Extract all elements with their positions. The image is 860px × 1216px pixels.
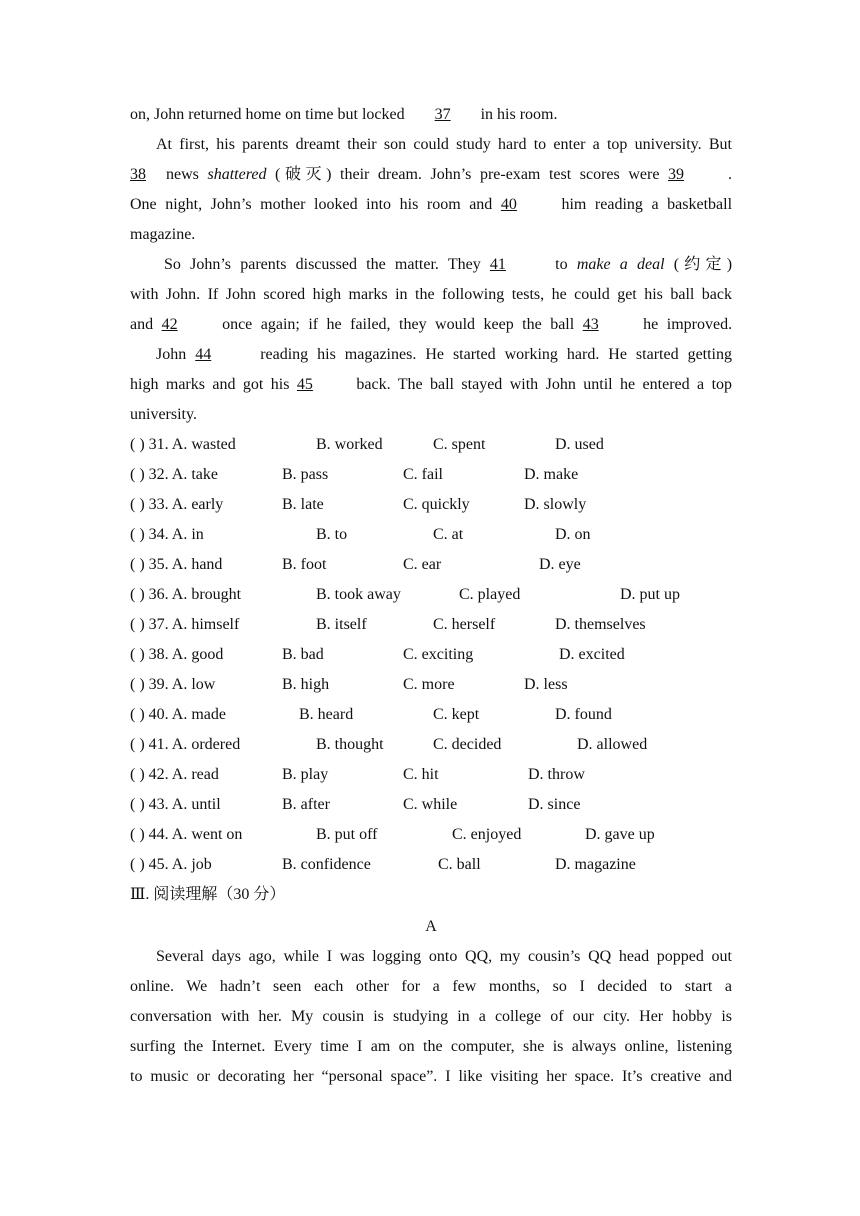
question-row [130,580,732,610]
passage-text: . [728,166,732,183]
question-option-c: C. ball [438,856,481,873]
question-option-b: B. heard [299,706,354,723]
question-option-d: D. throw [528,766,585,783]
question-row [130,550,732,580]
question-option-d: D. magazine [555,856,636,873]
question-option-c: C. enjoyed [452,826,522,843]
question-row [130,460,732,490]
passage-text: One night, John’s mother looked into his room and [130,196,493,213]
question-row [130,520,732,550]
reading-line [130,1002,732,1032]
question-option-d: D. make [524,466,579,483]
question-option-a: ( ) 38. A. good [130,646,224,663]
question-option-b: B. to [316,526,348,543]
question-option-b: B. put off [316,826,378,843]
question-option-a: ( ) 44. A. went on [130,826,243,843]
passage-line [130,100,732,130]
question-row [130,730,732,760]
passage-text: with John. If John scored high marks in the following tests, he could get his ball back [130,286,732,303]
passage-text: reading his magazines. He started working hard. He started getting [260,346,732,363]
passage-text: back. The ball stayed with John until he entered a top [356,376,732,393]
question-option-d: D. slowly [524,496,587,513]
question-option-c: C. ear [403,556,442,573]
question-option-a: ( ) 33. A. early [130,496,224,513]
passage-line [130,130,732,160]
question-option-a: ( ) 37. A. himself [130,616,240,633]
question-option-c: C. herself [433,616,496,633]
reading-text: online. We hadn’t seen each other for a few months, so I decided to start a [130,978,732,995]
question-option-b: B. pass [282,466,329,483]
question-option-c: C. more [403,676,455,693]
passage-line [130,220,732,250]
blank-44: 44 [195,346,212,363]
passage-text: on, John returned home on time but locked [130,106,405,123]
question-option-c: C. exciting [403,646,474,663]
passage-text: and [130,316,154,333]
question-option-a: ( ) 41. A. ordered [130,736,241,753]
question-option-b: B. worked [316,436,383,453]
question-row [130,430,732,460]
blank-40: 40 [500,196,517,213]
reading-text: surfing the Internet. Every time I am on the computer, she is always online, listening [130,1038,732,1055]
passage-text: high marks and got his [130,376,290,393]
passage-text: make a deal [576,256,665,273]
question-row [130,760,732,790]
question-option-a: ( ) 42. A. read [130,766,219,783]
question-option-a: ( ) 34. A. in [130,526,204,543]
question-option-a: ( ) 45. A. job [130,856,212,873]
section-heading: Ⅲ. 阅读理解（30 分） [130,886,286,903]
question-row [130,670,732,700]
question-option-c: C. fail [403,466,443,483]
question-option-c: C. decided [433,736,502,753]
blank-41: 41 [489,256,506,273]
reading-line [130,1032,732,1062]
passage-text: John [156,346,187,363]
blank-43: 43 [582,316,599,333]
question-option-a: ( ) 31. A. wasted [130,436,236,453]
question-option-b: B. foot [282,556,327,573]
passage-text: At first, his parents dreamt their son could study hard to enter a top university. But [156,136,732,153]
passage-text: news [166,166,199,183]
question-option-b: B. thought [316,736,384,753]
passage-text: he improved. [643,316,732,333]
question-option-b: B. after [282,796,330,813]
question-row [130,640,732,670]
question-option-c: C. hit [403,766,439,783]
question-option-c: C. quickly [403,496,470,513]
blank-37: 37 [434,106,451,123]
question-option-b: B. confidence [282,856,371,873]
passage-text: university. [130,406,197,423]
question-row [130,850,732,880]
question-option-c: C. at [433,526,464,543]
question-option-b: B. itself [316,616,367,633]
question-option-c: C. while [403,796,458,813]
blank-45: 45 [296,376,313,393]
question-option-d: D. gave up [585,826,655,843]
passage-text: (约定) [673,256,732,273]
question-row [130,700,732,730]
reading-text: conversation with her. My cousin is studying in a college of our city. Her hobby is [130,1008,732,1025]
question-option-d: D. eye [539,556,581,573]
question-option-d: D. since [528,796,581,813]
question-row [130,490,732,520]
passage-text: magazine. [130,226,196,243]
question-option-b: B. play [282,766,329,783]
question-option-b: B. took away [316,586,401,603]
question-option-c: C. played [459,586,521,603]
passage-line [130,250,732,280]
question-row [130,820,732,850]
question-option-a: ( ) 43. A. until [130,796,221,813]
passage-text: once again; if he failed, they would keep the ball [222,316,575,333]
part-label: A [425,918,437,935]
question-option-d: D. found [555,706,612,723]
passage-line [130,400,732,430]
question-option-d: D. on [555,526,591,543]
question-option-d: D. allowed [577,736,648,753]
passage-line [130,370,732,400]
question-option-d: D. less [524,676,568,693]
question-option-a: ( ) 32. A. take [130,466,218,483]
passage-text: him reading a basketball [561,196,732,213]
passage-text: to [555,256,568,273]
reading-line [130,1062,732,1092]
passage-text: in his room. [480,106,558,123]
document-page [130,100,732,1092]
question-option-d: D. used [555,436,604,453]
passage-line [130,190,732,220]
passage-text: shattered [207,166,267,183]
reading-line [130,942,732,972]
question-option-a: ( ) 35. A. hand [130,556,223,573]
question-option-b: B. late [282,496,324,513]
passage-line [130,160,732,190]
question-option-a: ( ) 39. A. low [130,676,216,693]
question-option-d: D. excited [559,646,625,663]
question-option-b: B. high [282,676,330,693]
question-option-a: ( ) 40. A. made [130,706,226,723]
question-option-d: D. themselves [555,616,646,633]
reading-line [130,972,732,1002]
reading-text: to music or decorating her “personal space”. I like visiting her space. It’s creative and [130,1068,732,1085]
question-list [130,430,732,880]
question-row [130,790,732,820]
question-option-c: C. spent [433,436,486,453]
question-row [130,610,732,640]
blank-42: 42 [161,316,178,333]
passage-line [130,310,732,340]
question-option-c: C. kept [433,706,480,723]
question-option-a: ( ) 36. A. brought [130,586,242,603]
passage-line [130,340,732,370]
passage-text: So John’s parents discussed the matter. They [164,256,481,273]
blank-38: 38 [130,166,146,183]
blank-39: 39 [668,166,685,183]
passage-line [130,280,732,310]
question-option-b: B. bad [282,646,324,663]
question-option-d: D. put up [620,586,680,603]
passage-text: (破灭) their dream. John’s pre-exam test scores were [275,166,660,183]
reading-text: Several days ago, while I was logging onto QQ, my cousin’s QQ head popped out [156,948,732,965]
